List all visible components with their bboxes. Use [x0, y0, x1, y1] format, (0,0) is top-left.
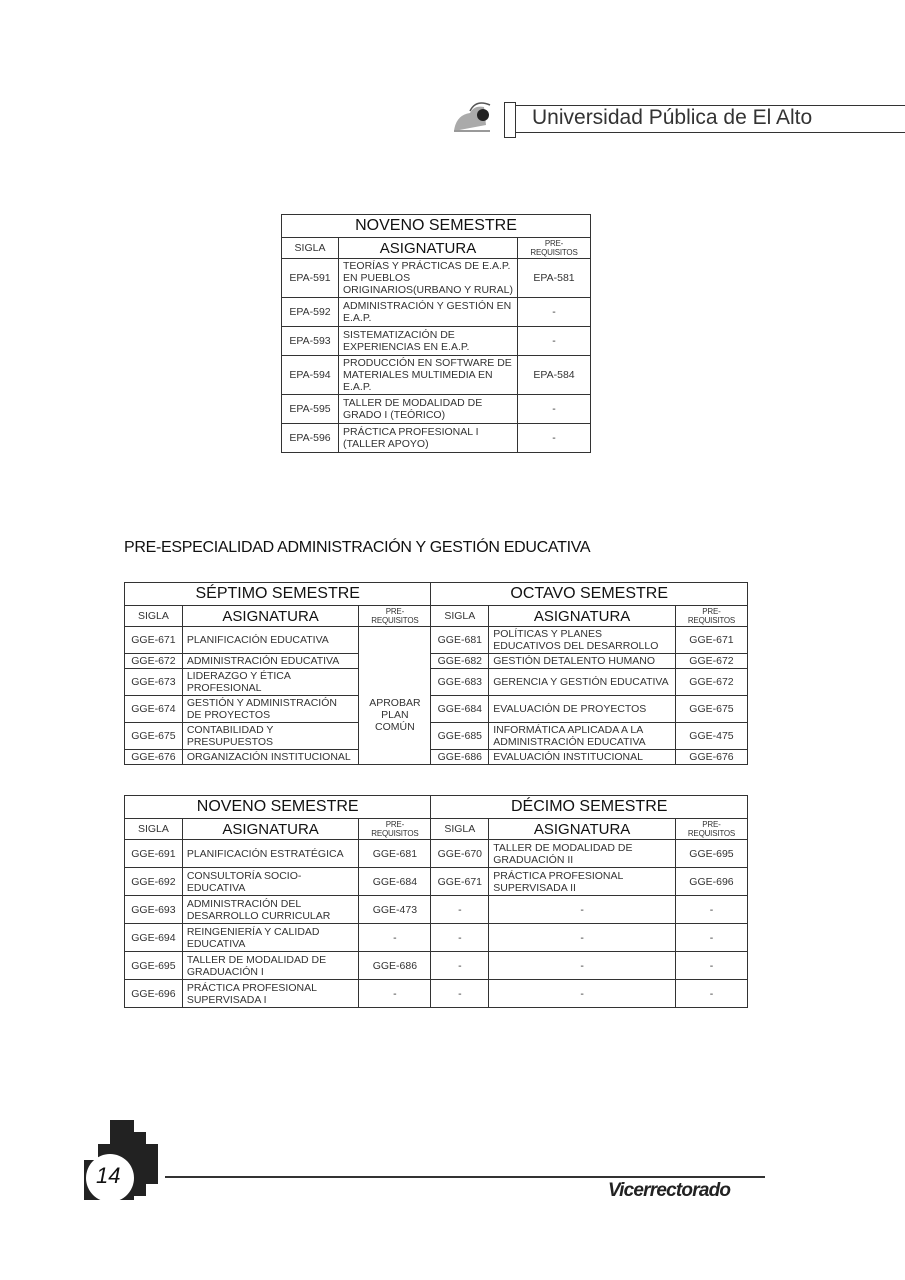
sigla-cell: -: [431, 952, 489, 980]
prereq-cell: GGE-671: [675, 627, 747, 654]
prereq-cell: -: [518, 395, 591, 424]
asignatura-cell: TALLER DE MODALIDAD DE GRADUACIÓN I: [182, 952, 359, 980]
table-title-left: NOVENO SEMESTRE: [125, 796, 431, 819]
column-header: PRE-REQUISITOS: [518, 238, 591, 259]
septimo-octavo-table: [124, 582, 748, 765]
table-row: [125, 696, 748, 723]
sigla-cell: -: [431, 896, 489, 924]
asignatura-cell: PRODUCCIÓN EN SOFTWARE DE MATERIALES MULTIMEDIA EN E.A.P.: [339, 356, 518, 395]
table-row: [125, 840, 748, 868]
sigla-cell: GGE-682: [431, 654, 489, 669]
prereq-cell: EPA-584: [518, 356, 591, 395]
table-row: [125, 627, 748, 654]
page-number: 14: [96, 1163, 121, 1188]
prereq-cell: GGE-686: [359, 952, 431, 980]
asignatura-cell: GESTIÓN Y ADMINISTRACIÓN DE PROYECTOS: [182, 696, 359, 723]
table-row: [282, 298, 591, 327]
table-row: [125, 868, 748, 896]
asignatura-cell: ADMINISTRACIÓN DEL DESARROLLO CURRICULAR: [182, 896, 359, 924]
sigla-cell: -: [431, 980, 489, 1008]
university-title: Universidad Pública de El Alto: [532, 106, 813, 129]
sigla-cell: EPA-596: [282, 424, 339, 453]
sigla-cell: GGE-686: [431, 750, 489, 765]
asignatura-cell: EVALUACIÓN INSTITUCIONAL: [489, 750, 676, 765]
section-title: PRE-ESPECIALIDAD ADMINISTRACIÓN Y GESTIÓN EDUCATIVA: [124, 539, 591, 556]
sigla-cell: EPA-594: [282, 356, 339, 395]
column-header: ASIGNATURA: [182, 606, 359, 627]
asignatura-cell: SISTEMATIZACIÓN DE EXPERIENCIAS EN E.A.P.: [339, 327, 518, 356]
footer-rule: [165, 1176, 765, 1178]
column-header: SIGLA: [125, 819, 183, 840]
asignatura-cell: CONSULTORÍA SOCIO-EDUCATIVA: [182, 868, 359, 896]
sigla-cell: EPA-595: [282, 395, 339, 424]
asignatura-cell: PLANIFICACIÓN ESTRATÉGICA: [182, 840, 359, 868]
sigla-cell: GGE-683: [431, 669, 489, 696]
asignatura-cell: LIDERAZGO Y ÉTICA PROFESIONAL: [182, 669, 359, 696]
sigla-cell: GGE-671: [431, 868, 489, 896]
sigla-cell: GGE-694: [125, 924, 183, 952]
sigla-cell: GGE-672: [125, 654, 183, 669]
column-header: ASIGNATURA: [182, 819, 359, 840]
column-header: PRE-REQUISITOS: [675, 819, 747, 840]
sigla-cell: GGE-670: [431, 840, 489, 868]
asignatura-cell: REINGENIERÍA Y CALIDAD EDUCATIVA: [182, 924, 359, 952]
asignatura-cell: TALLER DE MODALIDAD DE GRADO I (TEÓRICO): [339, 395, 518, 424]
asignatura-cell: -: [489, 924, 676, 952]
noveno-semestre-table: [281, 214, 591, 453]
prereq-cell: -: [675, 896, 747, 924]
prereq-cell: -: [359, 924, 431, 952]
asignatura-cell: PRÁCTICA PROFESIONAL SUPERVISADA I: [182, 980, 359, 1008]
sigla-cell: GGE-673: [125, 669, 183, 696]
table-row: [125, 896, 748, 924]
vicerrectorado-logo: Vicerrectorado: [608, 1180, 731, 1201]
table-row: [282, 356, 591, 395]
column-header: ASIGNATURA: [339, 238, 518, 259]
table-row: [125, 669, 748, 696]
sigla-cell: GGE-692: [125, 868, 183, 896]
table-row: [125, 924, 748, 952]
sigla-cell: GGE-671: [125, 627, 183, 654]
sigla-cell: GGE-693: [125, 896, 183, 924]
prereq-cell: GGE-696: [675, 868, 747, 896]
asignatura-cell: ORGANIZACIÓN INSTITUCIONAL: [182, 750, 359, 765]
table-row: [282, 424, 591, 453]
sigla-cell: GGE-684: [431, 696, 489, 723]
header-rule-bottom: [515, 132, 905, 133]
prereq-cell: EPA-581: [518, 259, 591, 298]
table-row: [282, 395, 591, 424]
table-row: [125, 750, 748, 765]
asignatura-cell: CONTABILIDAD Y PRESUPUESTOS: [182, 723, 359, 750]
table-row: [282, 259, 591, 298]
column-header: SIGLA: [282, 238, 339, 259]
table-row: [125, 654, 748, 669]
sigla-cell: EPA-592: [282, 298, 339, 327]
prereq-cell: -: [675, 924, 747, 952]
sigla-cell: GGE-696: [125, 980, 183, 1008]
sigla-cell: -: [431, 924, 489, 952]
asignatura-cell: -: [489, 896, 676, 924]
asignatura-cell: PRÁCTICA PROFESIONAL SUPERVISADA II: [489, 868, 676, 896]
asignatura-cell: GERENCIA Y GESTIÓN EDUCATIVA: [489, 669, 676, 696]
prereq-cell: GGE-675: [675, 696, 747, 723]
column-header: PRE-REQUISITOS: [675, 606, 747, 627]
column-header: SIGLA: [431, 606, 489, 627]
asignatura-cell: PLANIFICACIÓN EDUCATIVA: [182, 627, 359, 654]
noveno-decimo-table: [124, 795, 748, 1008]
prereq-merged-cell: APROBAR PLAN COMÚN: [359, 627, 431, 765]
prereq-cell: GGE-672: [675, 654, 747, 669]
asignatura-cell: INFORMÁTICA APLICADA A LA ADMINISTRACIÓN EDUCATIVA: [489, 723, 676, 750]
table-row: [125, 980, 748, 1008]
table-row: [125, 723, 748, 750]
sigla-cell: GGE-675: [125, 723, 183, 750]
asignatura-cell: -: [489, 980, 676, 1008]
prereq-cell: GGE-676: [675, 750, 747, 765]
column-header: SIGLA: [431, 819, 489, 840]
prereq-cell: -: [675, 952, 747, 980]
column-header: PRE-REQUISITOS: [359, 606, 431, 627]
prereq-cell: GGE-681: [359, 840, 431, 868]
prereq-cell: GGE-475: [675, 723, 747, 750]
column-header: SIGLA: [125, 606, 183, 627]
prereq-cell: -: [518, 327, 591, 356]
sigla-cell: GGE-676: [125, 750, 183, 765]
column-header: PRE-REQUISITOS: [359, 819, 431, 840]
table-title-right: DÉCIMO SEMESTRE: [431, 796, 748, 819]
sigla-cell: GGE-691: [125, 840, 183, 868]
sigla-cell: GGE-681: [431, 627, 489, 654]
sigla-cell: GGE-685: [431, 723, 489, 750]
sigla-cell: EPA-591: [282, 259, 339, 298]
prereq-cell: -: [359, 980, 431, 1008]
column-header: ASIGNATURA: [489, 606, 676, 627]
asignatura-cell: POLÍTICAS Y PLANES EDUCATIVOS DEL DESARROLLO: [489, 627, 676, 654]
asignatura-cell: EVALUACIÓN DE PROYECTOS: [489, 696, 676, 723]
table-row: [282, 327, 591, 356]
table-title-right: OCTAVO SEMESTRE: [431, 583, 748, 606]
table-title: NOVENO SEMESTRE: [282, 215, 591, 238]
asignatura-cell: TEORÍAS Y PRÁCTICAS DE E.A.P. EN PUEBLOS ORIGINARIOS(URBANO Y RURAL): [339, 259, 518, 298]
prereq-cell: -: [675, 980, 747, 1008]
prereq-cell: GGE-473: [359, 896, 431, 924]
table-title-left: SÉPTIMO SEMESTRE: [125, 583, 431, 606]
asignatura-cell: PRÁCTICA PROFESIONAL I (TALLER APOYO): [339, 424, 518, 453]
asignatura-cell: ADMINISTRACIÓN EDUCATIVA: [182, 654, 359, 669]
table-row: [125, 952, 748, 980]
sigla-cell: GGE-674: [125, 696, 183, 723]
prereq-cell: GGE-672: [675, 669, 747, 696]
asignatura-cell: TALLER DE MODALIDAD DE GRADUACIÓN II: [489, 840, 676, 868]
asignatura-cell: GESTIÓN DETALENTO HUMANO: [489, 654, 676, 669]
asignatura-cell: -: [489, 952, 676, 980]
sigla-cell: GGE-695: [125, 952, 183, 980]
prereq-cell: -: [518, 298, 591, 327]
prereq-cell: GGE-695: [675, 840, 747, 868]
prereq-cell: -: [518, 424, 591, 453]
header-bar: [504, 102, 516, 138]
asignatura-cell: ADMINISTRACIÓN Y GESTIÓN EN E.A.P.: [339, 298, 518, 327]
column-header: ASIGNATURA: [489, 819, 676, 840]
sigla-cell: EPA-593: [282, 327, 339, 356]
prereq-cell: GGE-684: [359, 868, 431, 896]
